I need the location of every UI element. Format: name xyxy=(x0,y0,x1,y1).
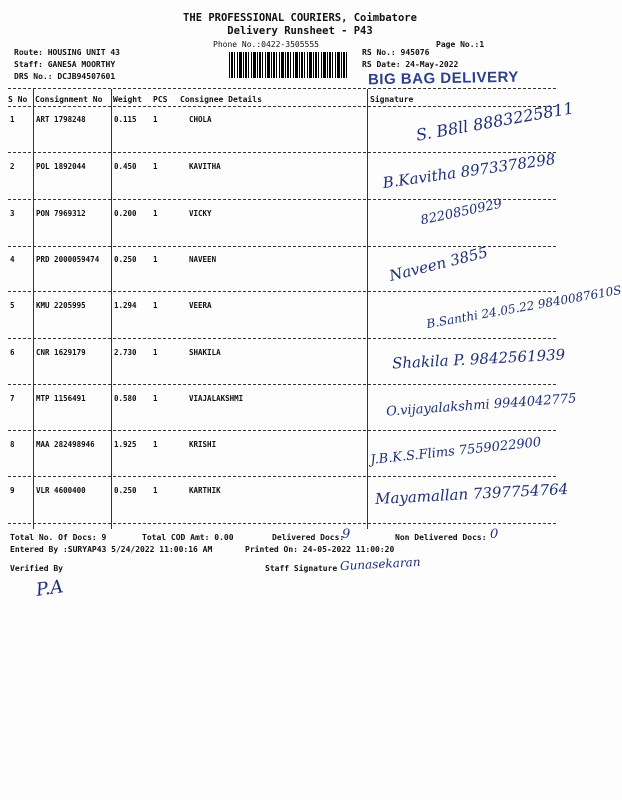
col-consignee: Consignee Details xyxy=(180,95,262,104)
row-rule xyxy=(8,338,556,339)
handwritten-signature: J.B.K.S.Flims 7559022900 xyxy=(369,435,542,468)
row-weight: 0.580 xyxy=(114,394,137,403)
row-consignee: VEERA xyxy=(189,301,212,310)
row-consignee: KRISHI xyxy=(189,440,217,449)
header-bottom-rule xyxy=(8,106,556,107)
barcode xyxy=(229,52,349,78)
staff-signature-label: Staff Signature xyxy=(265,564,338,573)
row-rule xyxy=(8,291,556,292)
row-weight: 0.250 xyxy=(114,255,137,264)
row-pcs: 1 xyxy=(153,209,158,218)
row-rule xyxy=(8,430,556,431)
route: Route: HOUSING UNIT 43 xyxy=(14,48,120,57)
handwritten-signature: 8220850929 xyxy=(419,196,504,229)
delivered-docs-handwritten: 9 xyxy=(342,527,351,542)
row-consignment: POL 1892044 xyxy=(36,162,86,171)
row-consignee: VIAJALAKSHMI xyxy=(189,394,244,403)
row-pcs: 1 xyxy=(153,301,158,310)
row-consignment: MTP 1156491 xyxy=(36,394,86,403)
total-docs: Total No. Of Docs: 9 xyxy=(10,533,107,542)
verified-by-label: Verified By xyxy=(10,564,63,573)
row-sno: 2 xyxy=(10,162,15,171)
row-consignment: PON 7969312 xyxy=(36,209,86,218)
row-sno: 7 xyxy=(10,394,15,403)
row-sno: 8 xyxy=(10,440,15,449)
row-pcs: 1 xyxy=(153,348,158,357)
row-consignee: VICKY xyxy=(189,209,212,218)
column-divider xyxy=(111,89,112,529)
row-weight: 0.115 xyxy=(114,115,137,124)
drs-number: DRS No.: DCJB94507601 xyxy=(14,72,116,81)
company-name: THE PROFESSIONAL COURIERS, Coimbatore xyxy=(183,12,417,24)
rs-number: RS No.: 945076 xyxy=(362,48,430,57)
non-delivered-docs: Non Delivered Docs: xyxy=(395,533,487,542)
row-weight: 0.450 xyxy=(114,162,137,171)
handwritten-signature: Naveen 3855 xyxy=(387,243,490,285)
total-cod: Total COD Amt: 0.00 xyxy=(142,533,234,542)
col-consignment: Consignment No xyxy=(35,95,103,104)
row-weight: 0.250 xyxy=(114,486,137,495)
row-pcs: 1 xyxy=(153,394,158,403)
row-consignment: CNR 1629179 xyxy=(36,348,86,357)
handwritten-signature: O.vijayalakshmi 9944042775 xyxy=(385,391,577,420)
row-consignee: KARTHIK xyxy=(189,486,221,495)
row-weight: 1.294 xyxy=(114,301,137,310)
staff: Staff: GANESA MOORTHY xyxy=(14,60,116,69)
row-rule xyxy=(8,523,556,524)
page-number: Page No.:1 xyxy=(436,40,485,49)
col-pcs: PCS xyxy=(153,95,168,104)
column-divider xyxy=(367,89,368,529)
handwritten-signature: S. B8ll 8883225811 xyxy=(414,98,576,145)
row-consignment: VLR 4600400 xyxy=(36,486,86,495)
header-top-rule xyxy=(8,88,556,89)
row-pcs: 1 xyxy=(153,440,158,449)
row-rule xyxy=(8,199,556,200)
handwritten-signature: Mayamallan 7397754764 xyxy=(374,479,569,509)
handwritten-signature: Shakila P. 9842561939 xyxy=(391,345,566,373)
row-weight: 1.925 xyxy=(114,440,137,449)
row-consignment: PRD 2000059474 xyxy=(36,255,100,264)
verified-signature: P.A xyxy=(34,576,65,601)
row-rule xyxy=(8,152,556,153)
row-consignee: SHAKILA xyxy=(189,348,221,357)
row-consignment: KMU 2205995 xyxy=(36,301,86,310)
row-weight: 0.200 xyxy=(114,209,137,218)
column-divider xyxy=(33,89,34,529)
row-sno: 6 xyxy=(10,348,15,357)
delivered-docs: Delivered Docs: xyxy=(272,533,345,542)
row-sno: 9 xyxy=(10,486,15,495)
row-sno: 1 xyxy=(10,115,15,124)
row-consignee: KAVITHA xyxy=(189,162,221,171)
col-weight: Weight xyxy=(113,95,142,104)
row-sno: 4 xyxy=(10,255,15,264)
col-sno: S No xyxy=(8,95,28,104)
row-consignee: CHOLA xyxy=(189,115,212,124)
row-pcs: 1 xyxy=(153,255,158,264)
row-rule xyxy=(8,476,556,477)
handwritten-signature: B.Santhi 24.05.22 9840087610S xyxy=(425,282,622,332)
row-pcs: 1 xyxy=(153,115,158,124)
phone-number: Phone No.:0422-3505555 xyxy=(213,40,319,49)
non-delivered-handwritten: 0 xyxy=(490,527,499,542)
handwritten-signature: B.Kavitha 8973378298 xyxy=(381,149,557,193)
row-rule xyxy=(8,384,556,385)
row-pcs: 1 xyxy=(153,486,158,495)
printed-on: Printed On: 24-05-2022 11:00:20 xyxy=(245,545,395,554)
rs-date: RS Date: 24-May-2022 xyxy=(362,60,459,69)
entered-by: Entered By :SURYAP43 5/24/2022 11:00:16 AM xyxy=(10,545,213,554)
row-weight: 2.730 xyxy=(114,348,137,357)
row-sno: 5 xyxy=(10,301,15,310)
big-bag-delivery-stamp: BIG BAG DELIVERY xyxy=(367,68,519,89)
row-sno: 3 xyxy=(10,209,15,218)
document-title: Delivery Runsheet - P43 xyxy=(227,25,373,37)
row-consignee: NAVEEN xyxy=(189,255,217,264)
row-consignment: MAA 282498946 xyxy=(36,440,95,449)
row-consignment: ART 1798248 xyxy=(36,115,86,124)
col-signature: Signature xyxy=(370,95,414,104)
row-pcs: 1 xyxy=(153,162,158,171)
staff-signature: Gunasekaran xyxy=(339,554,421,574)
